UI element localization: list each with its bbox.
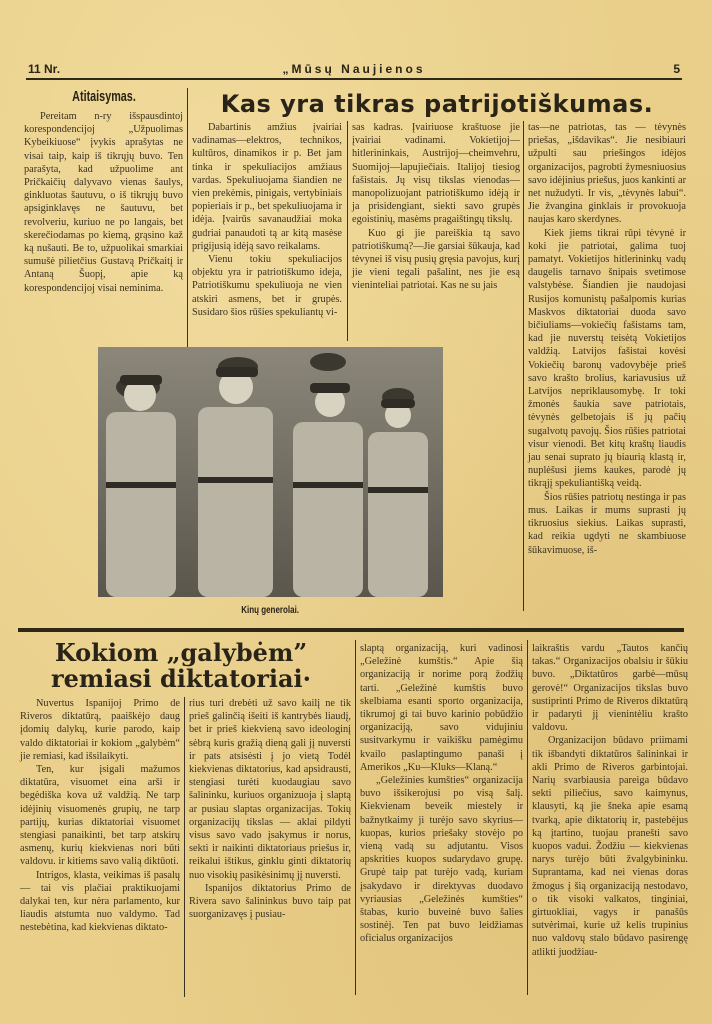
article2-col2	[189, 697, 351, 921]
paragraph: rius turi drebėti už savo kailį ne tik prieš galinčią išeiti iš kantrybės liaudį, bet ir prieš kiekvieną savo ideologinį sėbrą kuris gražią dieną gali jį nuversti ir pats atsisėsti į jo vietą Todėl kiekvienas diktatorius, kad apsidrausti, stengiasi turėti kuodaugiau savo šalininku, kuriuos organizuoja į slaptą ar pusiau slaptas organizacijas. Tokių organizacijų tikslas — aklai pildyti visus savo vado įsakymus ir norus, sekti ir naikinti diktatoriaus priešus ir, reikalui ištikus, ginklu ginti diktatorių nuo visokių pasikėsinimų jį nuversti.	[189, 698, 351, 881]
article1-title-wrap	[192, 90, 682, 118]
photo-caption-wrap	[98, 600, 443, 618]
paragraph: Ispanijos diktatorius Primo de Rivera savo šalininkus buvo taip pat suorganizavęs į pusiau-	[189, 882, 351, 921]
article2-title-wrap	[16, 640, 346, 692]
column-divider	[347, 121, 348, 341]
paragraph: Dabartinis amžius įvairiai vadinamas—elektros, technikos, kultūros, dinamikos ir p. Bet jam tinka ir spekuliacijos amžiaus vardas. Spekuliuojama šiandien ne vien prekėmis, pinigais, vertybiniais popieriais ir p., bet spekuliuojama ir idėja. Įvairūs savanaudžiai moka gudriai panaudoti tą ar kitą masėse prigijusią idėją savo reikalams.	[192, 122, 342, 252]
paragraph: „Geležinies kumšties“ organizacija buvo išsikerojusi po visą šalį. Kiekvienam beveik miestely ir bažnytkaimy ji turėjo savo skyrius—kuopas, kurios priešaky stovėjo po vieną vadą su adjutantu. Visos apskrities kuopos sudarydavo grupę. Grupė taip pat turėjo vadą, kuriam įsakydavo ir direktyvas duodavo vyriausias „Geležinės kumšties“ štabas, kurio buveinė buvo šalies sostinėj. Ten pat buvo leidžiamas oficialus organizacijos	[360, 775, 523, 945]
section-rule	[18, 628, 684, 632]
article1-col3	[528, 121, 686, 557]
paragraph: Kuo gi jie pareiškia tą savo patriotiškumą?—Jie garsiai šūkauja, kad tėvynei iš visų pusių gręsia pavojus, kurį jie vieni tegali pašalint, nes jie esą vieninteliai patriotai. Kas ne su jais	[352, 227, 520, 292]
paragraph: Pereitam n-ry išspausdintoj korespondencijoj „Užpuolimas Kybeikiuose“ įvykis aprašytas ne visai taip, kaip iš tikrųjų buvo. Ten parašyta, kad užpuolime ant Pričkaičių dalyvavo vienas šaulys, ginkluotas šautuvu, o iš tikrųjų buvo apsiginklavęs ne šautuvu, bet revolveriu, kuriuo ne po langais, bet skerečiodamas po kiemą, grąsino kaž ką nušauti. Be to, užpuolikai smarkiai sumušė pilietčius Gustavą Pričkaitį ir Antaną Šuopį, apie ką korespondencijoj visai neminima.	[24, 111, 183, 294]
correction-title-wrap	[24, 88, 184, 105]
paragraph: Organizacijon būdavo priimami tik išbandyti diktatūros šalininkai ir akli Primo de Riveros garbintojai. Narių svarbiausia pareiga būdavo sekti piliečius, savo kaimynus, klausyti, ką jie šneka apie esamą tvarką, apie diktatorių ir, pastebėjus ką įtartino, tuojau pranešti savo kuopos vadui. Žodžiu — kiekvienas narys turėjo būti žvalgybininku. Suprantama, kad nei vienas doras žmogus į šią organizaciją nestodavo, o tik visoki valkatos, tinginiai, girtuokliai, vagys ir panašūs sutvėrimai, kurie už kelis trupinius nuo valdovų stalo būdavo pasirengę atlikti juodžiau-	[532, 735, 688, 958]
paragraph: Ten, kur įsigali mažumos diktatūra, visuomet eina arši ir begėdiška kova už valdžią. Ne tarp idėjinių visuomenės grupių, ne tarp partijų, kurias diktatoriai visuomet stengiasi panaikinti, bet tarp atskirų asmenų, kurių kiekvienas nori būti valdovu. ir kitiems savo valią diktūoti.	[20, 764, 180, 868]
column-divider	[187, 88, 188, 350]
article2-title: Kokiom „galybėm” remiasi diktatoriai·	[50, 638, 311, 693]
header-rule	[26, 78, 682, 80]
paragraph: sas kadras. Įvairiuose kraštuose jie įvairiai vadinami. Vokietijoj—hitlerininkais, Austrijoj—cheimvehru, Suomijoj—lapujiečiais. Italijoj tiesiog fašistais. Jų visų tikslas vienodas—manopolizuojant patriotiškumo idėją ir ja prisidengiant, siekti savo grupės egoistinių, masėms pragaištingų tikslų.	[352, 122, 520, 226]
article2-col3	[360, 642, 523, 946]
column-divider	[184, 697, 185, 997]
paragraph: slaptą organizaciją, kuri vadinosi „Geležinė kumštis.“ Apie šią organizaciją ir norime porą žodžių tarti. „Geležinė kumštis buvo skelbiama esanti sporto organizacija, tikrumoj gi tai buvo karinio pobūdžio organizaciją, savo vidujiniu susitvarkymu ir vaikišku pamėgimu kvailo paslaptingumo panaši į Amerikos „Ku—Kluks—Klaną.“	[360, 643, 523, 773]
article1-title: Kas yra tikras patrijotiškumas.	[220, 90, 654, 118]
column-divider	[355, 640, 356, 995]
newspaper-title: „Mūsų Naujienos	[282, 62, 426, 76]
article1-col2	[352, 121, 520, 293]
paragraph: Vienu tokiu spekuliacijos objektu yra ir patriotiškumo ideja, Patriotiškumu spekuliuoja ne vien atskiri asmens, bet ir grupės. Susidaro šios rūšies spekuliantų vi-	[192, 254, 342, 318]
paragraph: Kiek jiems tikrai rūpi tėvynė ir koki jie patriotai, galima tuoj pamatyt. Vokietijos hitlerininkų vadų daugelis tarnavo šnipais svetimose valstybėse. Šiandien jie naudojasi Rusijos komunistų pašalpomis kurias Maskvos diktatoriai duoda savo bičiuliams—vokiečių fašistams tam, kad jie nuverstų teisėtą Vokietijos valdžią. Latvijos fašistai kovėsi Vokiečių baronų vadovybėje prieš savo krašto brolius, kariavusius už Latvijos nepriklausomybę. Ir toki žmonės šaukia save patriotais, tėvynės gelbetojais iš jų pačių sugalvotų pavojų. Šios rūšies patriotai visur vienodi. Bet kitų kraštų liaudis jau senai suprato jų biaurią klastą ir, nuplėšusi jiems kaukes, parodė jų tikrąjį spekuliantišką veidą.	[528, 227, 686, 490]
page-number: 5	[673, 62, 680, 76]
page-header	[28, 62, 680, 76]
photo-caption: Kinų generolai.	[241, 605, 300, 616]
paragraph: tas—ne patriotas, tas — tėvynės priešas, „išdavikas“. Jie nesibiauri užpulti sau priešingos idėjos organizacijos, pagrobti žymesniuosius savo idėjinius priešus, juos kankinti ar net nužudyti. Ir vis, „tėvynės labui“. Jie žvanginа ginklais ir provokuoja naujas karo skerdynes.	[528, 122, 686, 226]
correction-body	[24, 110, 183, 295]
article2-col1	[20, 697, 180, 935]
photo-chinese-generals	[98, 347, 443, 597]
issue-number: 11 Nr.	[28, 62, 61, 76]
column-divider	[527, 640, 528, 995]
photo-image	[98, 347, 443, 597]
correction-title: Atitaisymas.	[72, 88, 136, 105]
paragraph: laikraštis vardu „Tautos kančių takas.“ Organizacijos obalsiu ir šūkiu buvo. „Diktatūros garbė—mūsų gerovė!“ Organizacijos tikslas buvo sustiprinti Primo de Riveros diktatūrą ir padaryti jį vienintėliu krašto valdovu.	[532, 643, 688, 734]
article1-col1	[192, 121, 342, 319]
paragraph: Šios rūšies patriotų nestinga ir pas mus. Laikas ir mums suprasti jų tikruosius siekius. Laikas suprasti, kad reikia ugdyti ne skambiuose šūkavimuose, iš-	[528, 491, 686, 556]
column-divider	[523, 121, 524, 611]
paragraph: Nuvertus Ispanijoj Primo de Riveros diktatūrą, paaiškėjo daug įdomių dalykų, kurie parodo, kaip valdo diktatoriai ir kokiom „galybėm“ jie remiasi, kad išsilaikyti.	[20, 698, 180, 762]
article2-col4	[532, 642, 688, 959]
paragraph: Intrigos, klasta, veikimas iš pasalų — tai vis plačiai praktikuojami dalykai ten, kur nėra parlamento, kur liaudis atstumta nuo valdymo. Tad nestebėtina, kad kiekvienas diktato-	[20, 869, 180, 934]
